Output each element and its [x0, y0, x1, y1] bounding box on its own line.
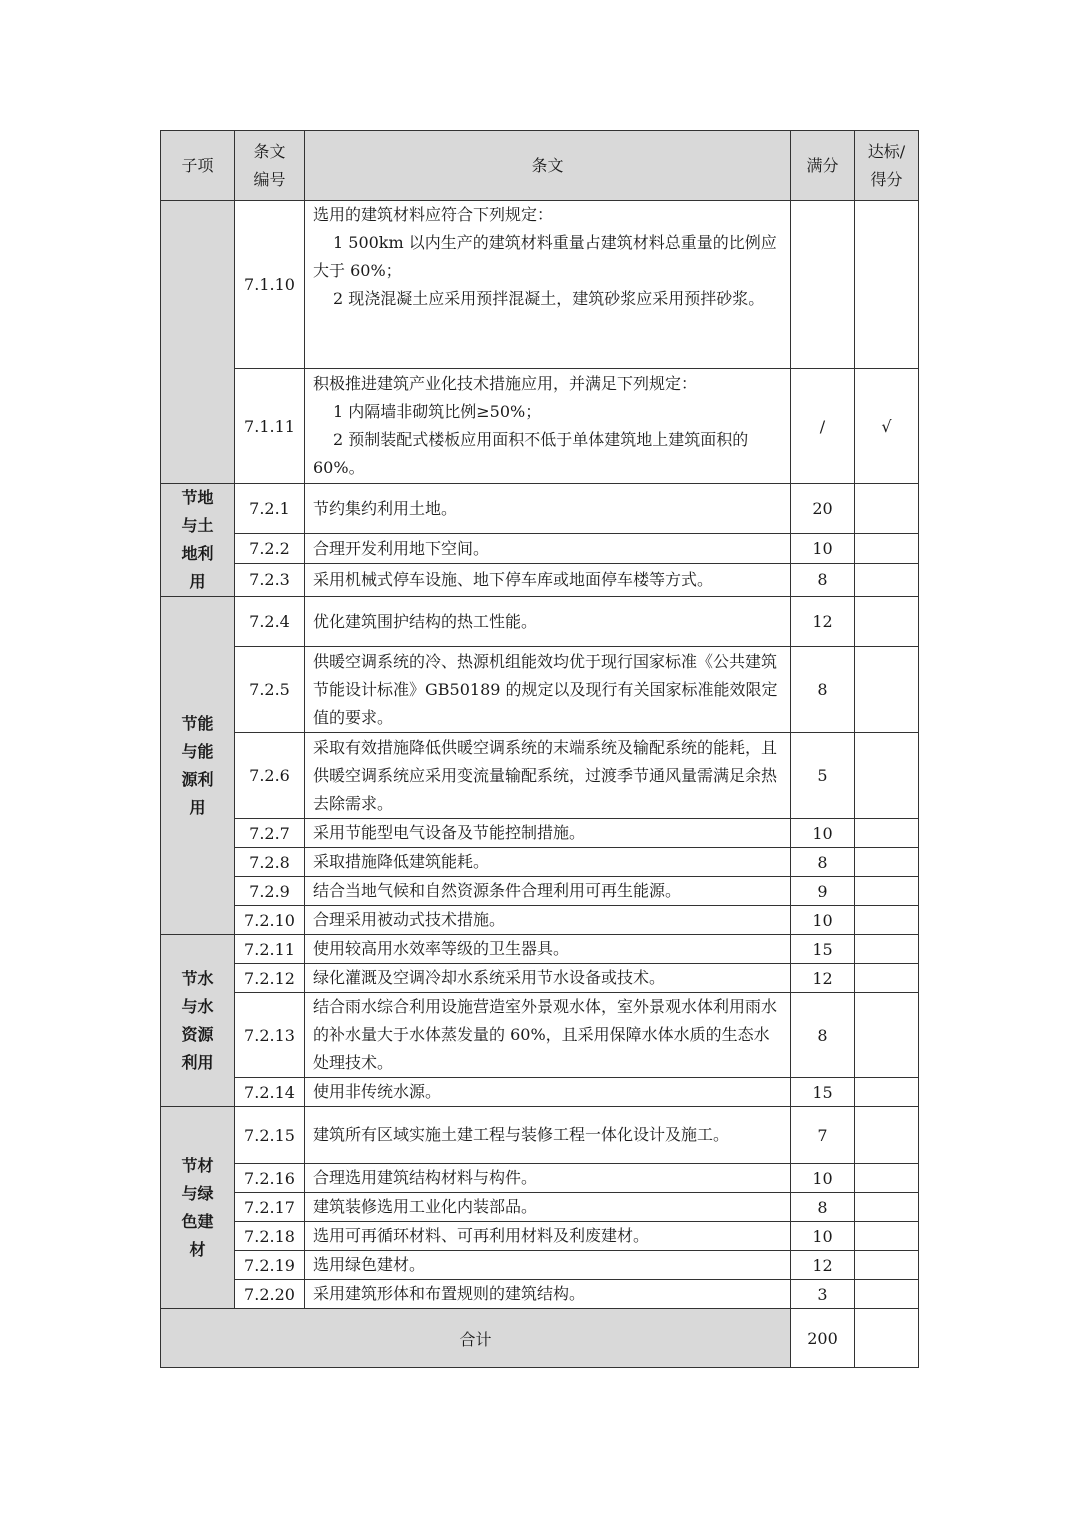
row-code: 7.2.3 [235, 563, 305, 596]
table-row [161, 563, 919, 596]
row-code: 7.2.6 [235, 733, 305, 819]
row-text: 采用机械式停车设施、地下停车库或地面停车楼等方式。 [305, 563, 791, 596]
row-score: 8 [791, 563, 855, 596]
group-cell: 节水与水资源利用 [161, 935, 235, 1107]
row-got [855, 1222, 919, 1251]
row-code: 7.2.9 [235, 877, 305, 906]
header-full: 满分 [791, 131, 855, 201]
group-cell [161, 201, 235, 484]
table-row [161, 935, 919, 964]
row-score: 9 [791, 877, 855, 906]
total-row [161, 1309, 919, 1368]
row-text: 采用建筑形体和布置规则的建筑结构。 [305, 1280, 791, 1309]
table-row [161, 993, 919, 1078]
table-header-row [161, 131, 919, 201]
row-text: 建筑所有区域实施土建工程与装修工程一体化设计及施工。 [305, 1107, 791, 1164]
table-row [161, 647, 919, 733]
header-got: 达标/得分 [855, 131, 919, 201]
row-score: 3 [791, 1280, 855, 1309]
row-got [855, 1078, 919, 1107]
row-score: 8 [791, 993, 855, 1078]
row-code: 7.2.12 [235, 964, 305, 993]
table-row [161, 877, 919, 906]
group-cell: 节能与能源利用 [161, 597, 235, 935]
total-label: 合计 [161, 1309, 791, 1368]
row-text: 绿化灌溉及空调冷却水系统采用节水设备或技术。 [305, 964, 791, 993]
row-score: 10 [791, 819, 855, 848]
row-score: 10 [791, 1222, 855, 1251]
row-text: 使用非传统水源。 [305, 1078, 791, 1107]
row-score: 8 [791, 647, 855, 733]
row-text: 优化建筑围护结构的热工性能。 [305, 597, 791, 647]
row-code: 7.2.8 [235, 848, 305, 877]
row-got [855, 597, 919, 647]
table-row [161, 369, 919, 484]
row-score: 10 [791, 1164, 855, 1193]
row-code: 7.2.2 [235, 534, 305, 563]
row-got [855, 877, 919, 906]
table-row [161, 484, 919, 534]
row-text: 结合当地气候和自然资源条件合理利用可再生能源。 [305, 877, 791, 906]
table-row [161, 1164, 919, 1193]
row-got [855, 484, 919, 534]
row-text: 结合雨水综合利用设施营造室外景观水体，室外景观水体利用雨水的补水量大于水体蒸发量的 60%，且采用保障水体水质的生态水处理技术。 [305, 993, 791, 1078]
row-text: 建筑装修选用工业化内装部品。 [305, 1193, 791, 1222]
table-row [161, 848, 919, 877]
row-got [855, 819, 919, 848]
header-code: 条文编号 [235, 131, 305, 201]
row-text: 选用的建筑材料应符合下列规定： 1 500km 以内生产的建筑材料重量占建筑材料总重量的比例应大于 60%； 2 现浇混凝土应采用预拌混凝土，建筑砂浆应采用预拌砂浆。 [305, 201, 791, 369]
row-code: 7.2.19 [235, 1251, 305, 1280]
row-got [855, 647, 919, 733]
row-text: 节约集约利用土地。 [305, 484, 791, 534]
row-code: 7.2.4 [235, 597, 305, 647]
row-score: 12 [791, 597, 855, 647]
row-got [855, 201, 919, 369]
row-score: 12 [791, 964, 855, 993]
row-text: 采取有效措施降低供暖空调系统的末端系统及输配系统的能耗，且供暖空调系统应采用变流量输配系统，过渡季节通风量需满足余热去除需求。 [305, 733, 791, 819]
table-row [161, 1280, 919, 1309]
row-got [855, 935, 919, 964]
table-row [161, 1193, 919, 1222]
table-row [161, 1251, 919, 1280]
row-got [855, 906, 919, 935]
row-code: 7.2.13 [235, 993, 305, 1078]
row-code: 7.2.17 [235, 1193, 305, 1222]
row-text: 选用可再循环材料、可再利用材料及利废建材。 [305, 1222, 791, 1251]
row-score: 8 [791, 1193, 855, 1222]
row-code: 7.2.20 [235, 1280, 305, 1309]
group-cell: 节地与土地利用 [161, 484, 235, 597]
row-text: 合理采用被动式技术措施。 [305, 906, 791, 935]
row-score: / [791, 369, 855, 484]
row-code: 7.2.7 [235, 819, 305, 848]
group-cell: 节材与绿色建材 [161, 1107, 235, 1309]
table-row [161, 1107, 919, 1164]
row-text: 合理选用建筑结构材料与构件。 [305, 1164, 791, 1193]
header-text: 条文 [305, 131, 791, 201]
row-got [855, 534, 919, 563]
row-score: 5 [791, 733, 855, 819]
row-text: 供暖空调系统的冷、热源机组能效均优于现行国家标准《公共建筑节能设计标准》GB50189 的规定以及现行有关国家标准能效限定值的要求。 [305, 647, 791, 733]
row-score: 7 [791, 1107, 855, 1164]
row-code: 7.2.16 [235, 1164, 305, 1193]
row-text: 合理开发利用地下空间。 [305, 534, 791, 563]
row-got [855, 1193, 919, 1222]
row-code: 7.2.1 [235, 484, 305, 534]
row-text: 积极推进建筑产业化技术措施应用，并满足下列规定： 1 内隔墙非砌筑比例≥50%； 2 预制装配式楼板应用面积不低于单体建筑地上建筑面积的 60%。 [305, 369, 791, 484]
row-code: 7.2.11 [235, 935, 305, 964]
row-score: 10 [791, 906, 855, 935]
total-got [855, 1309, 919, 1368]
row-score: 20 [791, 484, 855, 534]
row-got [855, 993, 919, 1078]
row-code: 7.2.5 [235, 647, 305, 733]
row-code: 7.2.18 [235, 1222, 305, 1251]
row-code: 7.2.10 [235, 906, 305, 935]
row-score: 12 [791, 1251, 855, 1280]
table-row [161, 733, 919, 819]
row-got [855, 1280, 919, 1309]
row-code: 7.1.11 [235, 369, 305, 484]
row-got [855, 733, 919, 819]
row-got [855, 1251, 919, 1280]
row-got [855, 563, 919, 596]
row-score: 10 [791, 534, 855, 563]
row-score: 15 [791, 935, 855, 964]
table-row [161, 819, 919, 848]
row-got [855, 1107, 919, 1164]
row-got [855, 1164, 919, 1193]
header-sub: 子项 [161, 131, 235, 201]
row-text: 采取措施降低建筑能耗。 [305, 848, 791, 877]
row-text: 采用节能型电气设备及节能控制措施。 [305, 819, 791, 848]
table-row [161, 1222, 919, 1251]
row-code: 7.2.15 [235, 1107, 305, 1164]
table-row [161, 597, 919, 647]
row-score: 15 [791, 1078, 855, 1107]
row-got: √ [855, 369, 919, 484]
row-got [855, 848, 919, 877]
scoring-table [160, 130, 919, 1368]
table-row [161, 906, 919, 935]
row-code: 7.1.10 [235, 201, 305, 369]
row-score: 8 [791, 848, 855, 877]
row-score [791, 201, 855, 369]
table-row [161, 534, 919, 563]
table-row [161, 964, 919, 993]
row-code: 7.2.14 [235, 1078, 305, 1107]
row-text: 使用较高用水效率等级的卫生器具。 [305, 935, 791, 964]
table-row [161, 1078, 919, 1107]
row-text: 选用绿色建材。 [305, 1251, 791, 1280]
table-row [161, 201, 919, 369]
row-got [855, 964, 919, 993]
total-score: 200 [791, 1309, 855, 1368]
